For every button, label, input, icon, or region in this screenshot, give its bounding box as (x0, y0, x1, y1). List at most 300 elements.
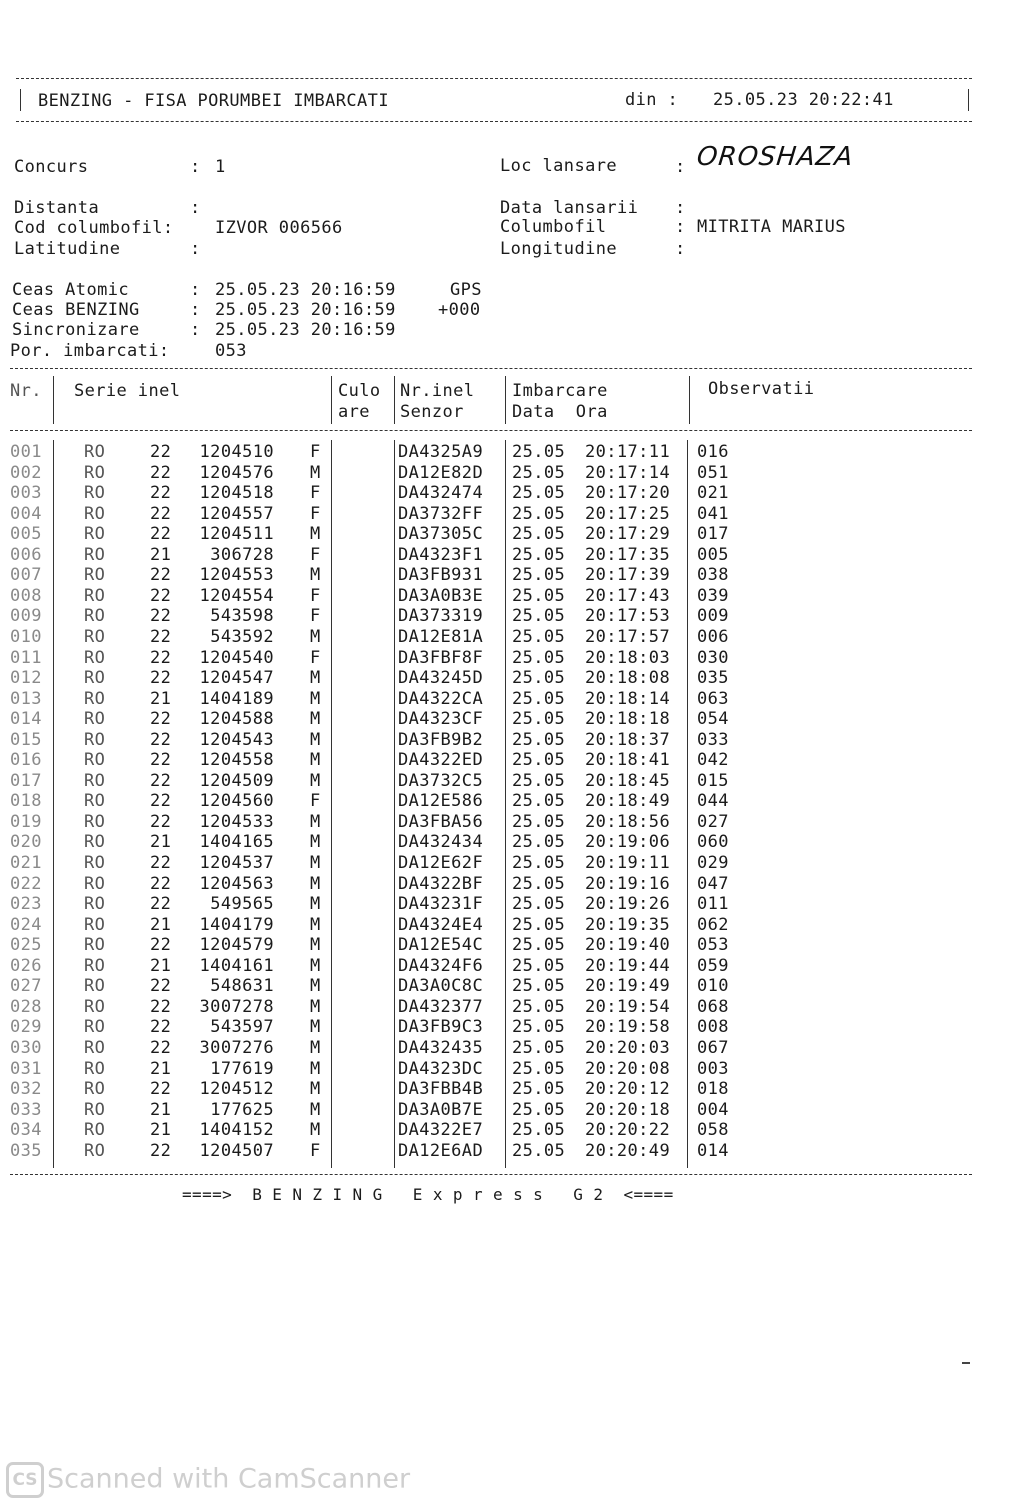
row-number: 016 (10, 750, 42, 771)
imbarcare-time: 20:18:49 (585, 791, 671, 812)
ring-number: 1204553 (199, 565, 274, 586)
ring-year: 22 (150, 709, 172, 730)
ring-country: RO (84, 894, 106, 915)
table-row (0, 730, 1000, 751)
col-header-nrinel-2: Senzor (400, 402, 464, 422)
sex: M (310, 524, 321, 545)
col-header-culoare-1: Culo (338, 381, 381, 401)
table-row (0, 565, 1000, 586)
ring-country: RO (84, 770, 106, 791)
ring-country: RO (84, 1058, 106, 1079)
observatii: 053 (697, 935, 729, 956)
ring-number: 3007278 (199, 996, 274, 1017)
ring-year: 22 (150, 873, 172, 894)
imbarcare-time: 20:20:22 (585, 1120, 671, 1141)
table-row (0, 524, 1000, 545)
table-row (0, 997, 1000, 1018)
observatii: 009 (697, 606, 729, 627)
observatii: 047 (697, 873, 729, 894)
ring-year: 21 (150, 955, 172, 976)
imbarcare-date: 25.05 (512, 483, 566, 504)
sex: M (310, 1058, 321, 1079)
ring-number: 1204537 (199, 853, 274, 873)
ring-country: RO (84, 565, 106, 586)
ring-year: 22 (150, 935, 172, 956)
row-number: 006 (10, 544, 42, 565)
imbarcare-date: 25.05 (512, 873, 566, 894)
col-header-serie-inel: Serie inel (74, 381, 181, 401)
sensor-id: DA432434 (398, 832, 484, 853)
imbarcare-time: 20:17:53 (585, 606, 671, 627)
sensor-id: DA3FB9B2 (398, 729, 484, 750)
ring-number: 1204579 (199, 935, 274, 956)
sex: M (310, 565, 321, 586)
table-row (0, 463, 1000, 484)
ring-country: RO (84, 1037, 106, 1058)
imbarcare-time: 20:19:26 (585, 894, 671, 915)
imbarcare-date: 25.05 (512, 544, 566, 565)
imbarcare-time: 20:18:41 (585, 750, 671, 771)
camscanner-text: Scanned with CamScanner (47, 1463, 411, 1495)
ring-country: RO (84, 1099, 106, 1120)
sensor-id: DA37305C (398, 524, 484, 545)
row-number: 007 (10, 565, 42, 586)
ring-number: 548631 (210, 976, 274, 997)
observatii: 016 (697, 442, 729, 462)
sensor-id: DA4323F1 (398, 544, 484, 565)
distanta-colon: : (190, 198, 201, 218)
ring-year: 22 (150, 853, 172, 873)
ring-number: 1204557 (199, 503, 274, 524)
data-lansarii-label: Data lansarii (500, 198, 639, 218)
imbarcare-time: 20:20:49 (585, 1140, 671, 1161)
ring-year: 22 (150, 1140, 172, 1161)
sensor-id: DA3732FF (398, 503, 484, 524)
ring-year: 21 (150, 688, 172, 709)
imbarcare-time: 20:18:08 (585, 668, 671, 689)
sex: F (310, 647, 321, 668)
longitudine-colon: : (675, 239, 686, 259)
table-row (0, 483, 1000, 504)
ring-year: 22 (150, 668, 172, 689)
sex: M (310, 709, 321, 730)
ring-country: RO (84, 811, 106, 832)
table-row (0, 1141, 1000, 1162)
din-label: din : (625, 90, 679, 110)
table-row (0, 791, 1000, 812)
ring-number: 1204518 (199, 483, 274, 504)
ring-country: RO (84, 442, 106, 462)
imbarcare-date: 25.05 (512, 770, 566, 791)
sensor-id: DA3FBF8F (398, 647, 484, 668)
ring-year: 21 (150, 914, 172, 935)
porumbei-imbarcati-value: 053 (215, 341, 247, 361)
ring-country: RO (84, 1079, 106, 1100)
ring-number: 1204510 (199, 442, 274, 462)
imbarcare-date: 25.05 (512, 1079, 566, 1100)
row-number: 021 (10, 853, 42, 873)
ring-number: 1404179 (199, 914, 274, 935)
observatii: 044 (697, 791, 729, 812)
table-row (0, 545, 1000, 566)
imbarcare-time: 20:17:20 (585, 483, 671, 504)
columbofil-colon: : (675, 217, 686, 237)
scan-mark (962, 1362, 970, 1364)
ceas-benzing-colon: : (190, 300, 201, 320)
ring-number: 1204588 (199, 709, 274, 730)
ring-country: RO (84, 976, 106, 997)
sensor-id: DA4324F6 (398, 955, 484, 976)
sensor-id: DA4322E7 (398, 1120, 484, 1141)
ring-number: 1404152 (199, 1120, 274, 1141)
ring-year: 22 (150, 483, 172, 504)
col-header-imbarcare-1: Imbarcare (512, 381, 608, 401)
ring-country: RO (84, 668, 106, 689)
imbarcare-date: 25.05 (512, 503, 566, 524)
imbarcare-time: 20:19:40 (585, 935, 671, 956)
latitudine-colon: : (190, 239, 201, 259)
row-number: 033 (10, 1099, 42, 1120)
ring-country: RO (84, 606, 106, 627)
ring-number: 1204540 (199, 647, 274, 668)
sex: F (310, 585, 321, 606)
sensor-id: DA4324E4 (398, 914, 484, 935)
imbarcare-date: 25.05 (512, 955, 566, 976)
observatii: 033 (697, 729, 729, 750)
row-number: 017 (10, 770, 42, 791)
imbarcare-date: 25.05 (512, 976, 566, 997)
imbarcare-time: 20:18:14 (585, 688, 671, 709)
ring-number: 1204560 (199, 791, 274, 812)
ring-number: 1204563 (199, 873, 274, 894)
ring-year: 22 (150, 524, 172, 545)
observatii: 062 (697, 914, 729, 935)
row-number: 024 (10, 914, 42, 935)
imbarcare-date: 25.05 (512, 462, 566, 483)
table-header-bottom-border (10, 430, 972, 431)
distanta-label: Distanta (14, 198, 100, 218)
sensor-id: DA12E81A (398, 626, 484, 647)
divider-culoare (394, 376, 395, 424)
row-number: 034 (10, 1120, 42, 1141)
sensor-id: DA3FBA56 (398, 811, 484, 832)
imbarcare-time: 20:19:06 (585, 832, 671, 853)
ring-year: 22 (150, 647, 172, 668)
row-number: 031 (10, 1058, 42, 1079)
header-left-border (20, 89, 21, 111)
imbarcare-time: 20:19:58 (585, 1017, 671, 1038)
observatii: 017 (697, 524, 729, 545)
table-row (0, 956, 1000, 977)
ring-number: 1204509 (199, 770, 274, 791)
row-number: 003 (10, 483, 42, 504)
row-number: 032 (10, 1079, 42, 1100)
observatii: 035 (697, 668, 729, 689)
ring-year: 22 (150, 791, 172, 812)
ring-year: 22 (150, 626, 172, 647)
imbarcare-date: 25.05 (512, 647, 566, 668)
sex: M (310, 750, 321, 771)
table-top-border (10, 368, 972, 369)
sensor-id: DA3FB931 (398, 565, 484, 586)
col-header-imbarcare-2: Data Ora (512, 402, 608, 422)
sensor-id: DA4323DC (398, 1058, 484, 1079)
loc-lansare-handwritten: OROSHAZA (695, 142, 856, 172)
imbarcare-date: 25.05 (512, 668, 566, 689)
ring-country: RO (84, 503, 106, 524)
observatii: 011 (697, 894, 729, 915)
ring-country: RO (84, 955, 106, 976)
sex: F (310, 1140, 321, 1161)
ring-year: 22 (150, 606, 172, 627)
ring-year: 22 (150, 565, 172, 586)
table-row (0, 627, 1000, 648)
imbarcare-date: 25.05 (512, 1120, 566, 1141)
imbarcare-date: 25.05 (512, 626, 566, 647)
ring-year: 22 (150, 1037, 172, 1058)
imbarcare-date: 25.05 (512, 709, 566, 730)
ring-year: 22 (150, 585, 172, 606)
row-number: 028 (10, 996, 42, 1017)
sensor-id: DA432435 (398, 1037, 484, 1058)
table-row (0, 771, 1000, 792)
sincronizare-value: 25.05.23 20:16:59 (215, 320, 396, 340)
ring-number: 1204558 (199, 750, 274, 771)
sex: F (310, 483, 321, 504)
imbarcare-date: 25.05 (512, 894, 566, 915)
observatii: 015 (697, 770, 729, 791)
sensor-id: DA3A0B7E (398, 1099, 484, 1120)
col-header-nr: Nr. (10, 381, 42, 401)
ring-number: 306728 (210, 544, 274, 565)
row-number: 011 (10, 647, 42, 668)
col-header-nrinel-1: Nr.inel (400, 381, 475, 401)
sex: M (310, 688, 321, 709)
row-number: 020 (10, 832, 42, 853)
row-number: 005 (10, 524, 42, 545)
header-bottom-border (16, 121, 972, 122)
ring-number: 1204543 (199, 729, 274, 750)
camscanner-watermark (6, 1462, 410, 1498)
ring-country: RO (84, 544, 106, 565)
imbarcare-time: 20:20:12 (585, 1079, 671, 1100)
ring-country: RO (84, 791, 106, 812)
observatii: 042 (697, 750, 729, 771)
sex: M (310, 1099, 321, 1120)
col-header-observatii: Observatii (708, 379, 815, 399)
sex: M (310, 626, 321, 647)
ceas-benzing-value: 25.05.23 20:16:59 (215, 300, 396, 320)
imbarcare-time: 20:17:14 (585, 462, 671, 483)
sex: M (310, 1017, 321, 1038)
sensor-id: DA432474 (398, 483, 484, 504)
sensor-id: DA3FBB4B (398, 1079, 484, 1100)
ring-year: 21 (150, 544, 172, 565)
sincronizare-label: Sincronizare (12, 320, 140, 340)
sensor-id: DA373319 (398, 606, 484, 627)
imbarcare-date: 25.05 (512, 729, 566, 750)
data-lansarii-colon: : (675, 198, 686, 218)
sex: M (310, 668, 321, 689)
sensor-id: DA12E6AD (398, 1140, 484, 1161)
row-number: 026 (10, 955, 42, 976)
sex: M (310, 770, 321, 791)
ring-country: RO (84, 996, 106, 1017)
imbarcare-time: 20:18:56 (585, 811, 671, 832)
table-row (0, 606, 1000, 627)
imbarcare-date: 25.05 (512, 524, 566, 545)
sensor-id: DA3A0B3E (398, 585, 484, 606)
observatii: 010 (697, 976, 729, 997)
imbarcare-date: 25.05 (512, 935, 566, 956)
ring-country: RO (84, 873, 106, 894)
observatii: 014 (697, 1140, 729, 1161)
table-row (0, 1038, 1000, 1059)
ring-number: 1404161 (199, 955, 274, 976)
row-number: 030 (10, 1037, 42, 1058)
ring-country: RO (84, 524, 106, 545)
ring-country: RO (84, 832, 106, 853)
longitudine-label: Longitudine (500, 239, 617, 259)
observatii: 054 (697, 709, 729, 730)
ring-number: 1404189 (199, 688, 274, 709)
loc-lansare-colon: : (675, 157, 686, 177)
ring-number: 1204507 (199, 1140, 274, 1161)
imbarcare-time: 20:19:44 (585, 955, 671, 976)
row-number: 025 (10, 935, 42, 956)
imbarcare-date: 25.05 (512, 585, 566, 606)
table-row (0, 1079, 1000, 1100)
observatii: 063 (697, 688, 729, 709)
imbarcare-time: 20:17:29 (585, 524, 671, 545)
sensor-id: DA43231F (398, 894, 484, 915)
sex: F (310, 791, 321, 812)
observatii: 008 (697, 1017, 729, 1038)
sensor-id: DA12E62F (398, 853, 484, 873)
sensor-id: DA3A0C8C (398, 976, 484, 997)
table-row (0, 504, 1000, 525)
ring-country: RO (84, 914, 106, 935)
ring-number: 1204547 (199, 668, 274, 689)
row-number: 013 (10, 688, 42, 709)
table-row (0, 586, 1000, 607)
ring-number: 549565 (210, 894, 274, 915)
columbofil-label: Columbofil (500, 217, 607, 237)
ring-country: RO (84, 709, 106, 730)
columbofil-value: MITRITA MARIUS (697, 217, 846, 237)
imbarcare-date: 25.05 (512, 853, 566, 873)
ring-year: 22 (150, 811, 172, 832)
table-row (0, 832, 1000, 853)
concurs-value: 1 (215, 157, 226, 177)
observatii: 004 (697, 1099, 729, 1120)
table-row (0, 442, 1000, 463)
sensor-id: DA4322BF (398, 873, 484, 894)
imbarcare-time: 20:20:18 (585, 1099, 671, 1120)
imbarcare-date: 25.05 (512, 1017, 566, 1038)
observatii: 005 (697, 544, 729, 565)
ring-number: 543597 (210, 1017, 274, 1038)
table-row (0, 750, 1000, 771)
ring-country: RO (84, 462, 106, 483)
row-number: 009 (10, 606, 42, 627)
imbarcare-date: 25.05 (512, 811, 566, 832)
row-number: 029 (10, 1017, 42, 1038)
row-number: 022 (10, 873, 42, 894)
ceas-benzing-suffix: +000 (438, 300, 481, 320)
imbarcare-date: 25.05 (512, 832, 566, 853)
ring-year: 22 (150, 442, 172, 462)
observatii: 029 (697, 853, 729, 873)
imbarcare-date: 25.05 (512, 1058, 566, 1079)
ring-year: 22 (150, 503, 172, 524)
table-row (0, 976, 1000, 997)
table-row (0, 1017, 1000, 1038)
imbarcare-time: 20:17:11 (585, 442, 671, 462)
ring-number: 1204554 (199, 585, 274, 606)
imbarcare-date: 25.05 (512, 1099, 566, 1120)
observatii: 041 (697, 503, 729, 524)
table-row (0, 874, 1000, 895)
imbarcare-date: 25.05 (512, 996, 566, 1017)
divider-nrinel (505, 376, 506, 424)
table-row (0, 894, 1000, 915)
ring-country: RO (84, 626, 106, 647)
ring-country: RO (84, 750, 106, 771)
ring-country: RO (84, 647, 106, 668)
ring-year: 22 (150, 894, 172, 915)
row-number: 012 (10, 668, 42, 689)
row-number: 008 (10, 585, 42, 606)
document-title: BENZING - FISA PORUMBEI IMBARCATI (38, 91, 389, 111)
table-row (0, 668, 1000, 689)
imbarcare-date: 25.05 (512, 750, 566, 771)
imbarcare-date: 25.05 (512, 914, 566, 935)
sex: M (310, 914, 321, 935)
sensor-id: DA12E54C (398, 935, 484, 956)
row-number: 004 (10, 503, 42, 524)
camscanner-logo-icon: CS (6, 1462, 44, 1498)
sex: M (310, 729, 321, 750)
sex: M (310, 996, 321, 1017)
ring-country: RO (84, 688, 106, 709)
sex: M (310, 976, 321, 997)
divider-serie (331, 376, 332, 424)
col-header-culoare-2: are (338, 402, 370, 422)
ring-country: RO (84, 853, 106, 873)
imbarcare-time: 20:18:37 (585, 729, 671, 750)
observatii: 030 (697, 647, 729, 668)
observatii: 021 (697, 483, 729, 504)
sex: M (310, 935, 321, 956)
table-row (0, 709, 1000, 730)
ring-country: RO (84, 935, 106, 956)
ring-number: 1204533 (199, 811, 274, 832)
concurs-colon: : (190, 157, 201, 177)
row-number: 015 (10, 729, 42, 750)
ring-number: 177619 (210, 1058, 274, 1079)
sex: M (310, 955, 321, 976)
imbarcare-time: 20:17:39 (585, 565, 671, 586)
header-right-border (968, 89, 969, 111)
sex: M (310, 811, 321, 832)
ring-number: 543592 (210, 626, 274, 647)
imbarcare-time: 20:18:45 (585, 770, 671, 791)
sex: M (310, 462, 321, 483)
observatii: 060 (697, 832, 729, 853)
imbarcare-time: 20:18:03 (585, 647, 671, 668)
sensor-id: DA4322CA (398, 688, 484, 709)
